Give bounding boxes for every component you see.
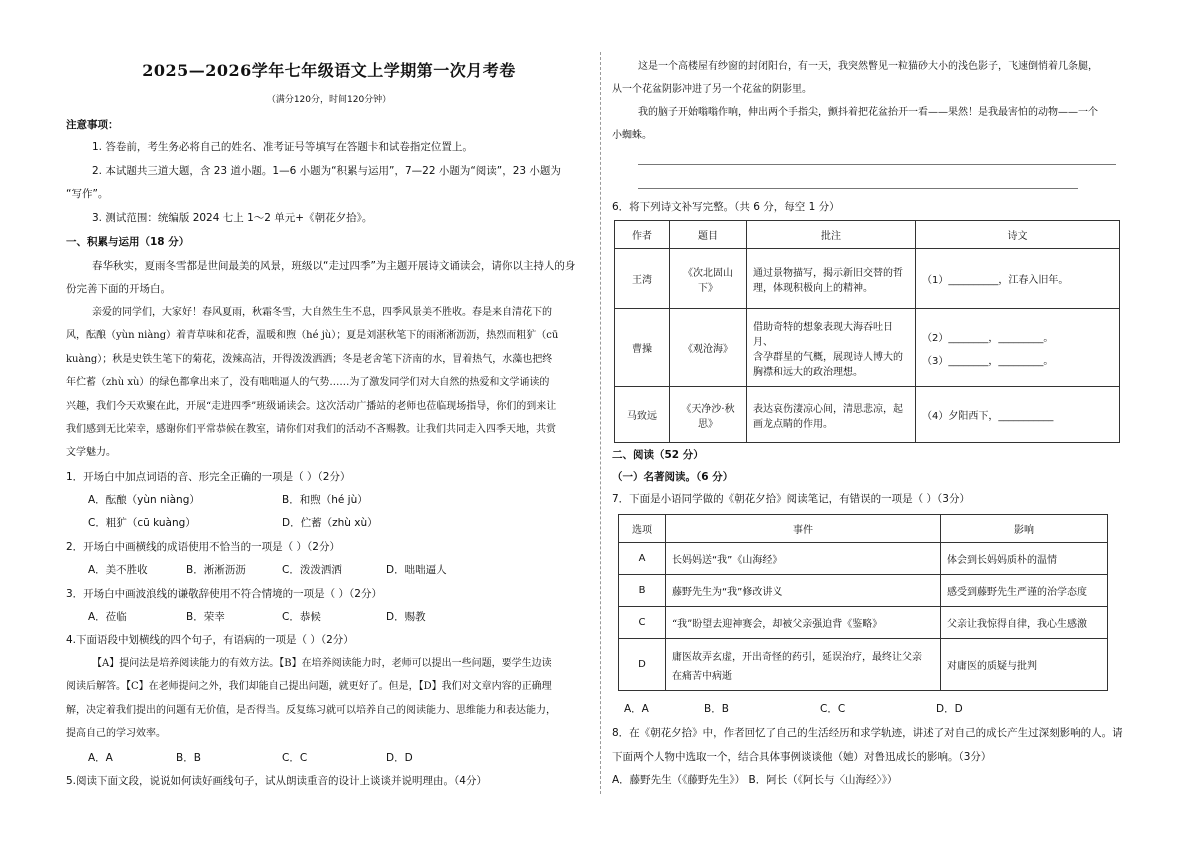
title-cell: 《次北固山下》 [670, 249, 747, 309]
author-cell: 曹操 [615, 309, 670, 387]
note-line: 画龙点睛的作用。 [753, 418, 833, 430]
q4-option-b[interactable]: B．B [176, 752, 201, 764]
answer-line[interactable] [638, 164, 1116, 165]
passage-line: 年伫蓄（zhù xù）的绿色都拿出来了，没有咄咄逼人的气势……为了激发同学们对大自然的热爱和文学诵读的 [66, 377, 550, 388]
note-cell [747, 387, 916, 443]
table-row [619, 639, 1108, 691]
q1-stem: 1．开场白中加点词语的音、形完全正确的一项是（ ）（2分） [66, 471, 351, 483]
table-header: 影响 [941, 515, 1108, 543]
page-title: 2025—2026学年七年级语文上学期第一次月考卷 [142, 61, 516, 80]
passage-line: 亲爱的同学们，大家好！春风夏雨，秋霜冬雪，大自然生生不息，四季风景美不胜收。春是来自清花下的 [92, 307, 552, 318]
notice-line: 3. 测试范围：统编版 2024 七上 1～2 单元+《朝花夕拾》。 [92, 212, 373, 224]
verse-line: （3）________，_________。 [922, 355, 1054, 367]
table-row [619, 543, 1108, 575]
q4-option-d[interactable]: D．D [386, 752, 413, 764]
q4-stem: 4.下面语段中划横线的四个句子，有语病的一项是（ ）（2分） [66, 634, 354, 646]
event-cell: 长妈妈送“我”《山海经》 [666, 543, 941, 575]
event-cell: “我”盼望去迎神赛会，却被父亲强迫背《鉴略》 [666, 607, 941, 639]
note-cell [747, 309, 916, 387]
table-header: 事件 [666, 515, 941, 543]
table-row [615, 387, 1120, 443]
poem-table [614, 220, 1120, 443]
table-row [615, 249, 1120, 309]
table-header: 选项 [619, 515, 666, 543]
q4-passage-line: 提高自己的学习效率。 [66, 728, 166, 739]
option-cell: D [619, 639, 666, 691]
table-header: 批注 [747, 221, 916, 249]
section2-heading: 二、阅读（52 分） [612, 449, 704, 461]
q7-option-d[interactable]: D．D [936, 703, 963, 715]
title-cell: 《天净沙·秋思》 [670, 387, 747, 443]
right-column [612, 0, 1140, 849]
q4-option-a[interactable]: A．A [88, 752, 113, 764]
table-header: 作者 [615, 221, 670, 249]
verse-line: （4）夕阳西下，___________ [922, 411, 1054, 422]
table-row [619, 607, 1108, 639]
option-cell: A [619, 543, 666, 575]
passage-line: 我的脑子开始嗡嗡作响，伸出两个手指尖，颤抖着把花盆抬开一看——果然！是我最害怕的动物——一个 [638, 107, 1098, 118]
q4-passage-line: 【A】提问法是培养阅读能力的有效方法。【B】在培养阅读能力时，老师可以提出一些问题，要学生边读 [92, 658, 552, 669]
note-line: 胸襟和远大的政治理想。 [753, 366, 863, 378]
verse-line: （1）__________，江春入旧年。 [922, 275, 1069, 286]
q7-option-a[interactable]: A．A [624, 703, 649, 715]
table-header: 诗文 [916, 221, 1120, 249]
event-line: 庸医故弄玄虚，开出奇怪的药引，延误治疗，最终让父亲 [672, 651, 922, 663]
q2-option-b[interactable]: B．淅淅沥沥 [186, 564, 246, 576]
column-divider [600, 52, 601, 794]
q7-option-b[interactable]: B．B [704, 703, 729, 715]
verse-cell[interactable] [916, 387, 1120, 443]
event-cell: 藤野先生为“我”修改讲义 [666, 575, 941, 607]
q8-line: 下面两个人物中选取一个，结合具体事例谈谈他（她）对鲁迅成长的影响。（3分） [612, 751, 992, 763]
q4-option-c[interactable]: C．C [282, 752, 308, 764]
q3-stem: 3．开场白中画波浪线的谦敬辞使用不符合情境的一项是（ ）（2分） [66, 588, 382, 600]
left-column [66, 0, 592, 849]
q1-option-c[interactable]: C．粗犷（cū kuàng） [88, 517, 196, 529]
note-line: 含孕群星的气概，展现诗人博大的 [753, 351, 903, 363]
q4-passage-line: 阅读后解答。【C】在老师提问之外，我们却能自己提出问题，就更好了。但是，【D】我们对文章内容的正确理 [66, 681, 552, 692]
title-cell: 《观沧海》 [670, 309, 747, 387]
table-row [615, 309, 1120, 387]
q5-stem: 5.阅读下面文段，说说如何读好画线句子，试从朗读重音的设计上谈谈并说明理由。（4分） [66, 775, 487, 787]
table-row [619, 575, 1108, 607]
q2-option-a[interactable]: A．美不胜收 [88, 564, 148, 576]
effect-cell: 父亲让我惊得自律，我心生感激 [941, 607, 1108, 639]
notice-heading: 注意事项： [66, 119, 119, 131]
intro-line: 春华秋实，夏雨冬雪都是世间最美的风景，班级以“走过四季”为主题开展诗文诵读会，请你以主持人的身 [92, 260, 576, 272]
q3-option-c[interactable]: C．恭候 [282, 611, 321, 623]
event-line: 在痛苦中病逝 [672, 670, 732, 682]
q1-option-a[interactable]: A．酝酿（yùn niàng） [88, 494, 200, 506]
intro-line: 份完善下面的开场白。 [66, 283, 171, 295]
event-cell [666, 639, 941, 691]
author-cell: 马致远 [615, 387, 670, 443]
passage-line: 兴趣，我们今天欢聚在此，开展“走进四季”班级诵读会。这次活动广播站的老师也莅临现场指导，你们的到来让 [66, 401, 557, 412]
note-line: 通过景物描写，揭示新旧交替的哲 [753, 267, 903, 279]
option-cell: C [619, 607, 666, 639]
passage-line: 这是一个高楼屋有纱窗的封闭阳台，有一天，我突然瞥见一粒猫砂大小的浅色影子，飞速倒悄着几条腿， [638, 61, 1098, 72]
reading-notes-table [618, 514, 1108, 691]
verse-line: （2）________，_________。 [922, 332, 1054, 344]
notice-line: “写作”。 [66, 188, 109, 200]
q2-option-c[interactable]: C．泼泼洒洒 [282, 564, 342, 576]
verse-cell[interactable] [916, 309, 1120, 387]
passage-line: 我们感到无比荣幸，感谢你们平常恭候在教室，请你们对我们的活动不吝赐教。让我们共同走入四季天地，共赏 [66, 424, 556, 435]
note-line: 借助奇特的想象表现大海吞吐日月、 [753, 321, 893, 348]
answer-line[interactable] [638, 188, 1078, 189]
notice-line: 1. 答卷前，考生务必将自己的姓名、准考证号等填写在答题卡和试卷指定位置上。 [92, 141, 473, 153]
q2-option-d[interactable]: D．咄咄逼人 [386, 564, 447, 576]
q7-stem: 7．下面是小语同学做的《朝花夕拾》阅读笔记，有错误的一项是（ ）（3分） [612, 493, 970, 505]
effect-cell: 体会到长妈妈质朴的温情 [941, 543, 1108, 575]
q4-passage-line: 解，决定着我们提出的问题有无价值，是否得当。反复练习就可以培养自己的阅读能力、思维能力和表达能力， [66, 705, 556, 716]
q2-stem: 2．开场白中画横线的成语使用不恰当的一项是（ ）（2分） [66, 541, 340, 553]
verse-cell[interactable] [916, 249, 1120, 309]
author-cell: 王湾 [615, 249, 670, 309]
q8-options[interactable]: A．藤野先生（《藤野先生》） B．阿长（《阿长与〈山海经〉》） [612, 774, 898, 786]
passage-line: 风，酝酿（yùn niàng）着青草味和花香，温暖和煦（hé jù）；夏是刘湛秋笔下的雨淅淅沥沥，热烈而粗犷（cū [66, 330, 559, 341]
q7-option-c[interactable]: C．C [820, 703, 846, 715]
note-line: 理，体现积极向上的精神。 [753, 282, 873, 294]
q1-option-b[interactable]: B．和煦（hé jù） [282, 494, 368, 506]
section2-sub: （一）名著阅读。（6 分） [612, 471, 734, 483]
q8-line: 8．在《朝花夕拾》中，作者回忆了自己的生活经历和求学轨迹，讲述了对自己的成长产生过深刻影响的人。请 [612, 727, 1123, 739]
effect-cell: 感受到藤野先生严谨的治学态度 [941, 575, 1108, 607]
table-header: 题目 [670, 221, 747, 249]
effect-cell: 对庸医的质疑与批判 [941, 639, 1108, 691]
option-cell: B [619, 575, 666, 607]
page-subtitle: （满分120分，时间120分钟） [266, 95, 392, 105]
q1-option-d[interactable]: D．伫蓄（zhù xù） [282, 517, 378, 529]
q3-option-b[interactable]: B．荣幸 [186, 611, 225, 623]
passage-line: kuàng）；秋是史铁生笔下的菊花，泼辣高洁，开得泼泼洒洒；冬是老舍笔下济南的水，冒着热气，水藻也把终 [66, 354, 553, 365]
q3-option-a[interactable]: A．莅临 [88, 611, 127, 623]
passage-line: 小蜘蛛。 [612, 130, 652, 141]
q6-stem: 6．将下列诗文补写完整。（共 6 分，每空 1 分） [612, 201, 840, 213]
section1-heading: 一、积累与运用（18 分） [66, 236, 190, 248]
q3-option-d[interactable]: D．赐教 [386, 611, 426, 623]
note-cell [747, 249, 916, 309]
passage-line: 从一个花盆阴影冲进了另一个花盆的阴影里。 [612, 84, 812, 95]
note-line: 表达哀伤淒凉心间，清思悲凉，起 [753, 403, 903, 415]
notice-line: 2. 本试题共三道大题，含 23 道小题。1—6 小题为“积累与运用”，7—22 小题为“阅读”，23 小题为 [92, 165, 561, 177]
passage-line: 文学魅力。 [66, 447, 116, 458]
